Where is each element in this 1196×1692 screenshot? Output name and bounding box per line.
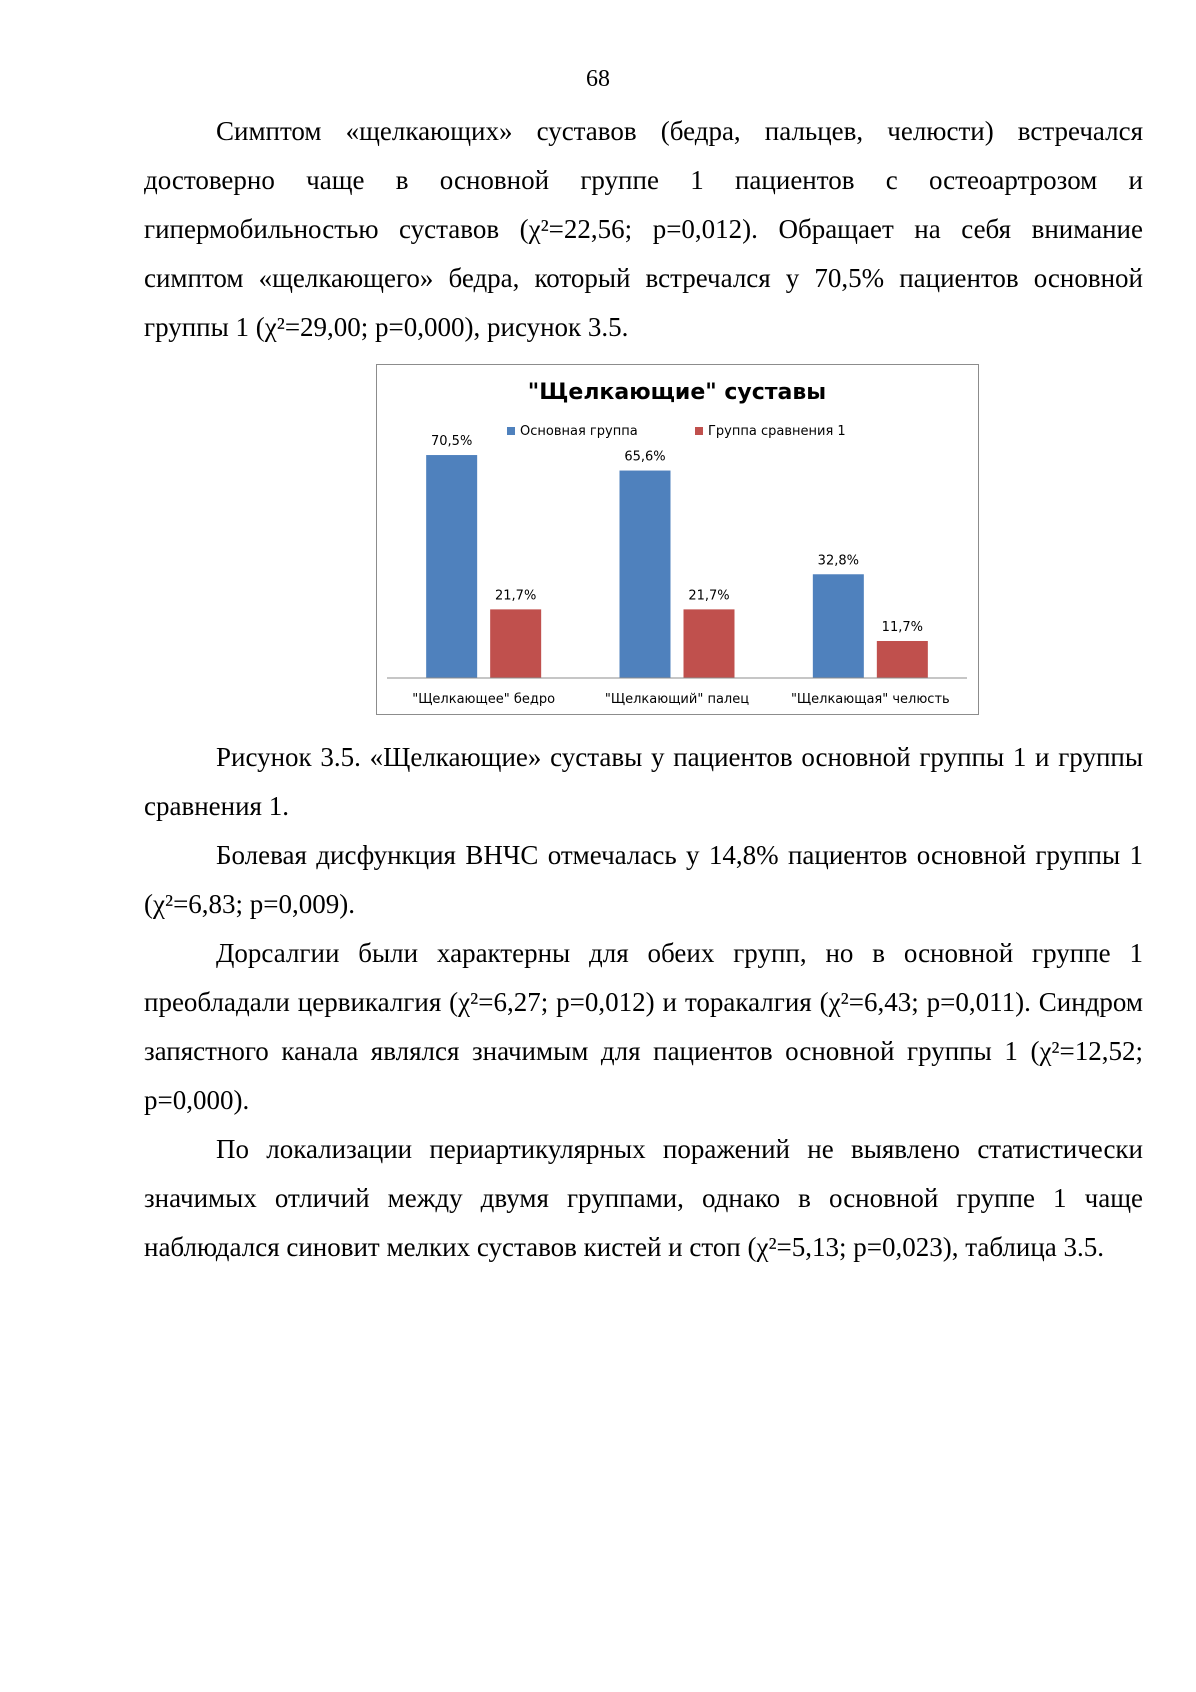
chart-title: "Щелкающие" суставы [527, 380, 827, 405]
paragraph: По локализации периартикулярных поражений не выявлено статистически значимых отличий между двумя группами, однако в основной группе 1 чаще наблюдался синовит мелких суставов кистей и стоп (χ²=5,13; p=0,023), таблица 3.5. [144, 1134, 1143, 1262]
body-text-bottom [144, 733, 1143, 1272]
bar [877, 641, 928, 678]
legend-entry: Основная группа [520, 424, 638, 439]
x-tick-label: "Щелкающая" челюсть [790, 692, 950, 707]
paragraph: Дорсалгии были характерны для обеих групп, но в основной группе 1 преобладали цервикалгия (χ²=6,27; p=0,012) и торакалгия (χ²=6,43; p=0,011). Синдром запястного канала являлся значимым для пациентов основной группы 1 (χ²=12,52; p=0,000). [144, 938, 1143, 1115]
x-tick-label: "Щелкающее" бедро [412, 692, 556, 707]
bar [426, 455, 477, 678]
data-label: 21,7% [495, 588, 537, 604]
data-label: 70,5% [431, 434, 473, 450]
paragraph: Болевая дисфункция ВНЧС отмечалась у 14,8% пациентов основной группы 1 (χ²=6,83; p=0,009). [144, 840, 1143, 919]
bar-chart [377, 365, 977, 713]
legend-entry: Группа сравнения 1 [708, 424, 846, 439]
chart-figure [376, 364, 979, 715]
data-label: 11,7% [881, 619, 923, 635]
bar [813, 574, 864, 678]
figure-caption: Рисунок 3.5. «Щелкающие» суставы у пациентов основной группы 1 и группы сравнения 1. [144, 742, 1143, 821]
data-label: 21,7% [688, 588, 730, 604]
paragraph: Симптом «щелкающих» суставов (бедра, пальцев, челюсти) встречался достоверно чаще в основной группе 1 пациентов с остеоартрозом и гипермобильностью суставов (χ²=22,56; p=0,012). Обращает на себя внимание симптом «щелкающего» бедра, который встречался у 70,5% пациентов основной группы 1 (χ²=29,00; p=0,000), рисунок 3.5. [144, 116, 1143, 342]
bar [490, 609, 541, 678]
x-tick-label: "Щелкающий" палец [604, 692, 750, 707]
legend-swatch [695, 427, 703, 435]
body-text-top [144, 107, 1143, 352]
bar [620, 471, 671, 678]
bar [684, 609, 735, 678]
data-label: 65,6% [624, 449, 666, 465]
data-label: 32,8% [817, 553, 859, 569]
page-number: 68 [586, 66, 610, 92]
legend-swatch [507, 427, 515, 435]
